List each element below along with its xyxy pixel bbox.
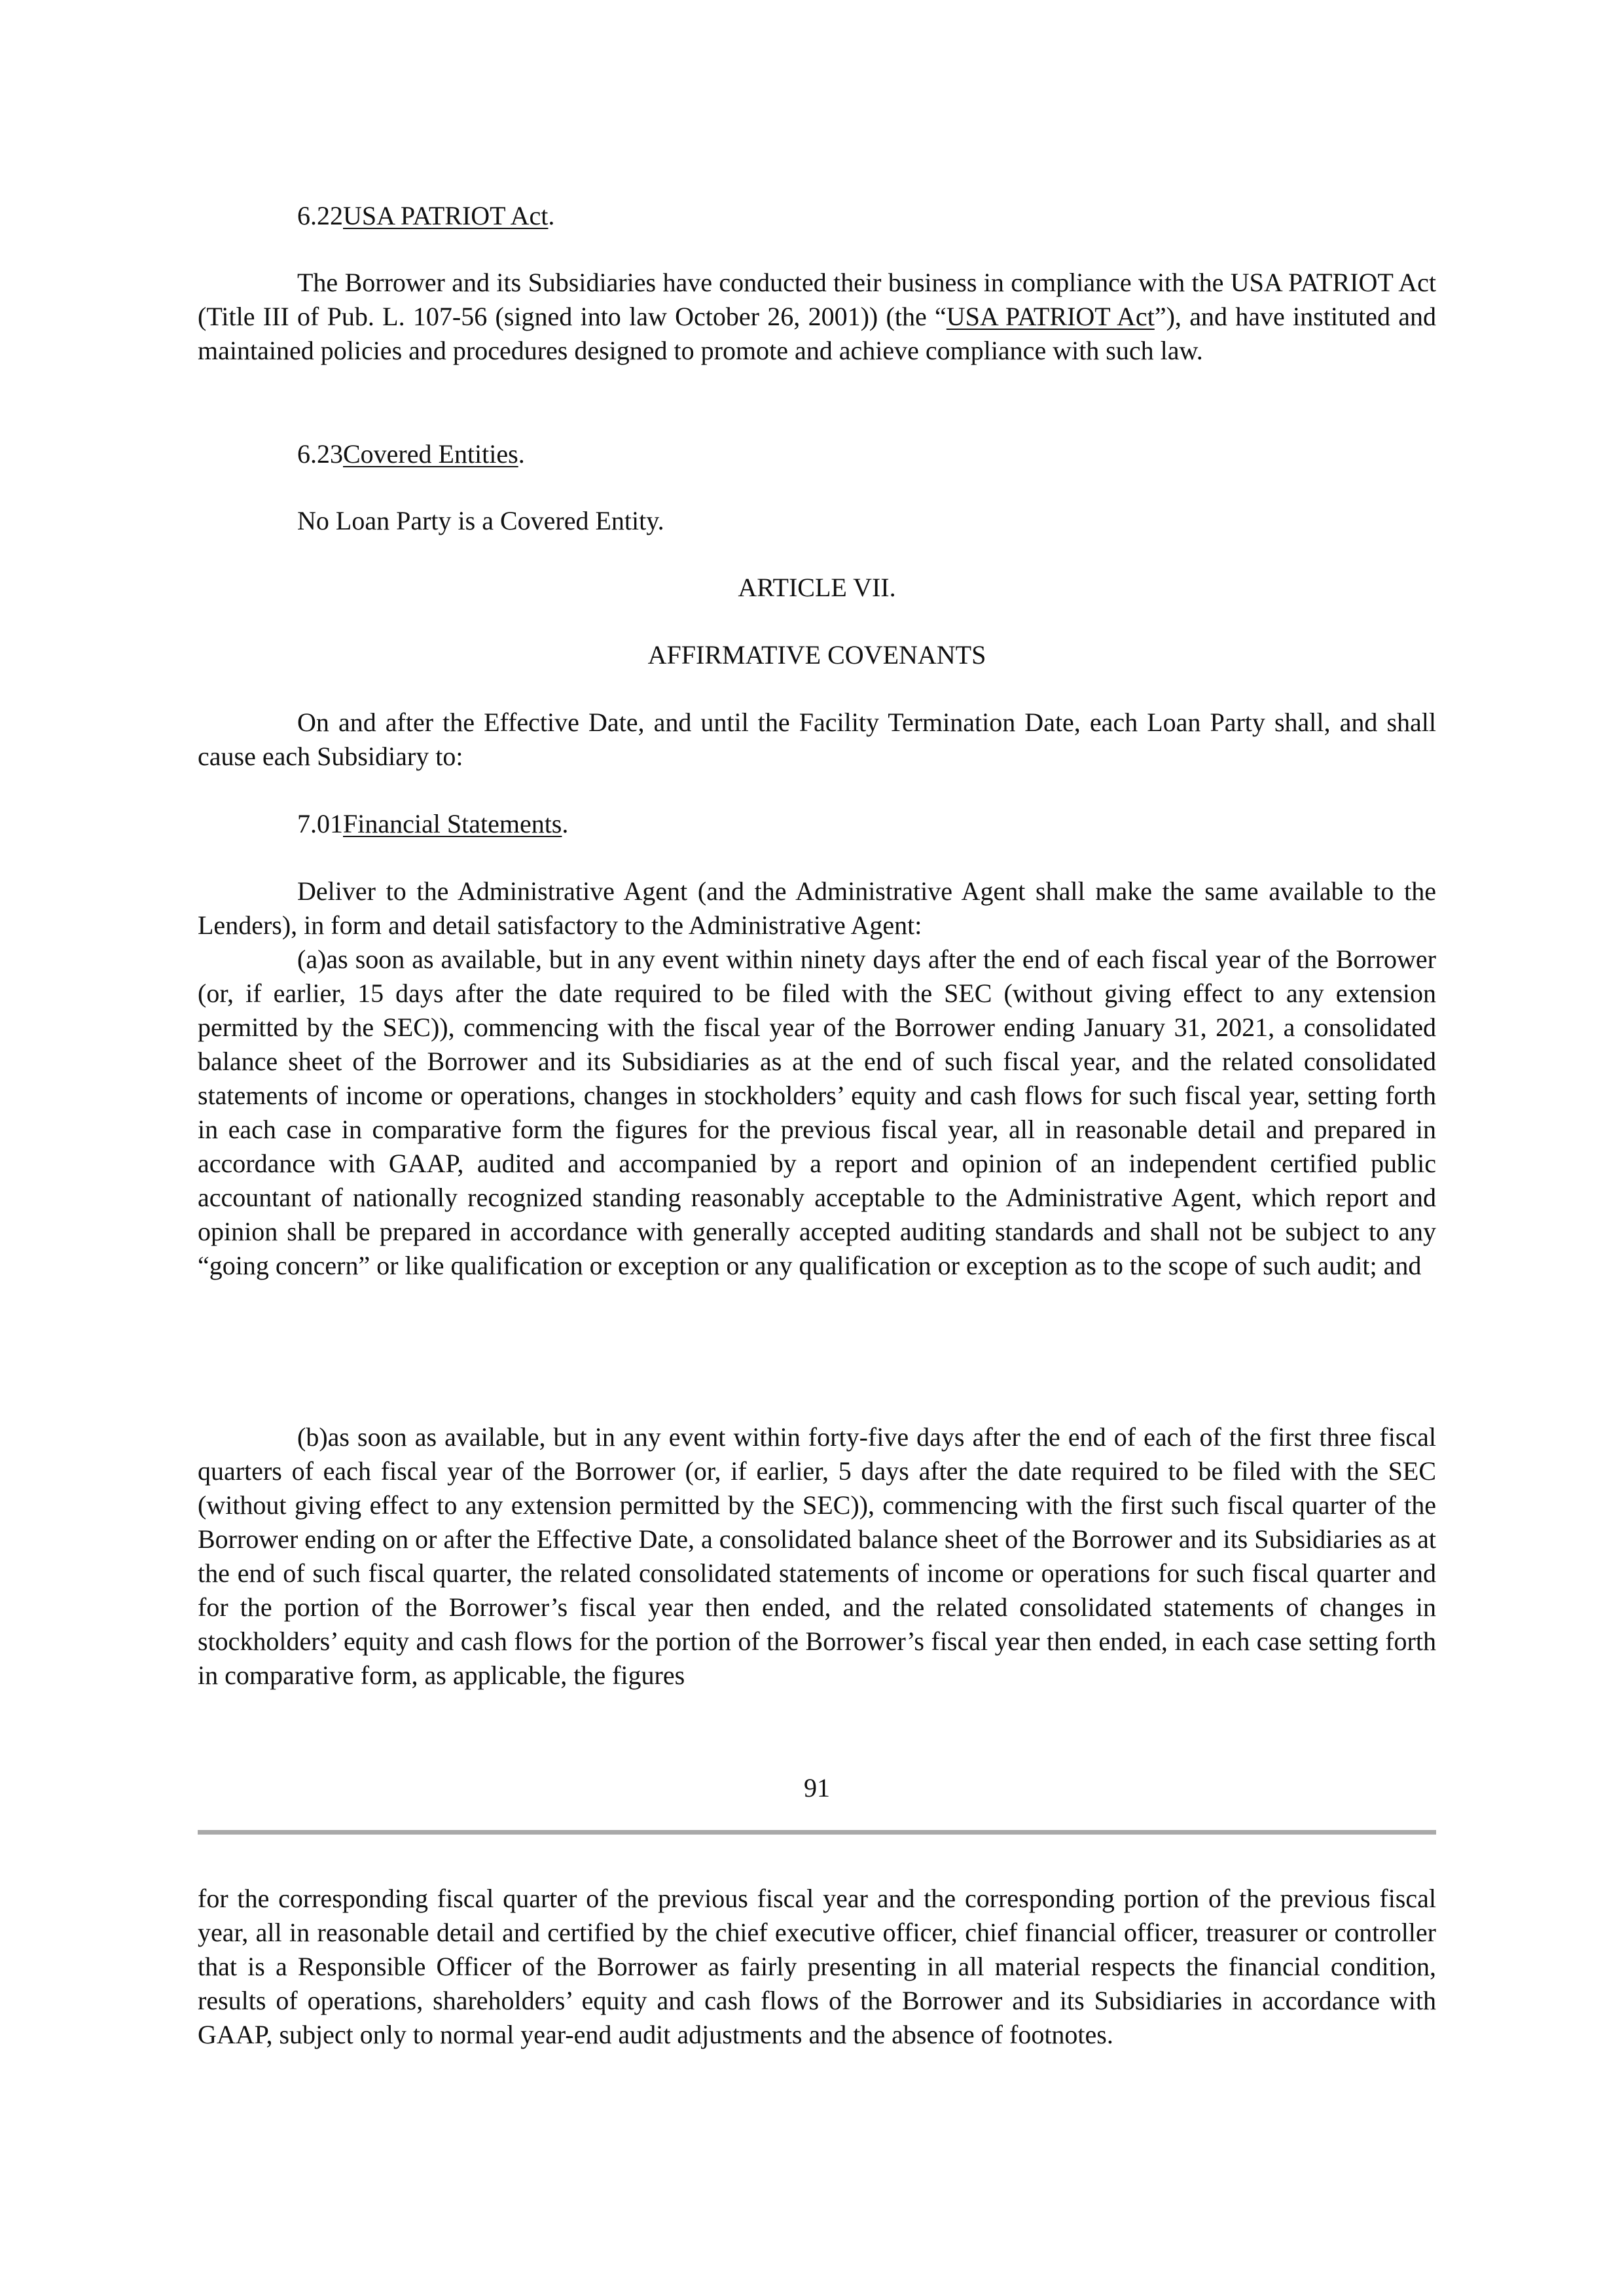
section-heading-7-01: 7.01Financial Statements. (297, 809, 569, 838)
list-item-a: (a)as soon as available, but in any event within ninety days after the end of each fiscal year of the Borrower (or, if earlier, 15 days after the date required to be filed with the SEC (without giving effect to any extension permitted by the SEC)), commencing with the fiscal year of the Borrower ending January 31, 2021, a consolidated balance sheet of the Borrower and its Subsidiaries as at the end of such fiscal year, and the related consolidated statements of income or operations, changes in stockholders’ equity and cash flows for such fiscal year, setting forth in each case in comparative form the figures for the previous fiscal year, all in reasonable detail and prepared in accordance with GAAP, audited and accompanied by a report and opinion of an independent certified public accountant of nationally recognized standing reasonably acceptable to the Administrative Agent, which report and opinion shall be prepared in accordance with generally accepted auditing standards and shall not be subject to any “going concern” or like qualification or exception or any qualification or exception as to the scope of such audit; and (198, 944, 1436, 1280)
paragraph-deliver: Deliver to the Administrative Agent (and the Administrative Agent shall make the same available to the Lenders), in form and detail satisfactory to the Administrative Agent: (198, 876, 1436, 940)
section-title: Financial Statements (343, 809, 562, 838)
section-heading-6-22: 6.22USA PATRIOT Act. (297, 201, 555, 230)
list-item-b: (b)as soon as available, but in any event within forty-five days after the end of each of the first three fiscal quarters of each fiscal year of the Borrower (or, if earlier, 5 days after the date required to be filed with the SEC (without giving effect to any extension permitted by the SEC)), commencing with the first such fiscal quarter of the Borrower ending on or after the Effective Date, a consolidated balance sheet of the Borrower and its Subsidiaries as at the end of such fiscal quarter, the related consolidated statements of income or operations for such fiscal quarter and for the portion of the Borrower’s fiscal year then ended, and the related consolidated statements of changes in stockholders’ equity and cash flows for the portion of the Borrower’s fiscal year then ended, in each case setting forth in comparative form, as applicable, the figures (198, 1422, 1436, 1690)
section-title: USA PATRIOT Act (343, 201, 549, 230)
paragraph-covered-entities: No Loan Party is a Covered Entity. (297, 506, 664, 535)
paragraph-continuation: for the corresponding fiscal quarter of the previous fiscal year and the corresponding portion of the previous fiscal year, all in reasonable detail and certified by the chief executive officer, chief financial officer, treasurer or controller that is a Responsible Officer of the Borrower as fairly presenting in all material respects the financial condition, results of operations, shareholders’ equity and cash flows of the Borrower and its Subsidiaries in accordance with GAAP, subject only to normal year-end audit adjustments and the absence of footnotes. (198, 1884, 1436, 2049)
defined-term: USA PATRIOT Act (946, 302, 1155, 331)
page-number: 91 (804, 1773, 830, 1803)
page-divider (198, 1830, 1436, 1835)
paragraph-usa-patriot: The Borrower and its Subsidiaries have conducted their business in compliance with the USA PATRIOT Act (Title III of Pub. L. 107-56 (signed into law October 26, 2001)) (the “USA PATRIOT Act”), and have instituted and maintained policies and procedures designed to promote and achieve compliance with such law. (198, 268, 1436, 365)
section-heading-6-23: 6.23Covered Entities. (297, 439, 525, 469)
article-title: AFFIRMATIVE COVENANTS (647, 640, 986, 670)
section-title: Covered Entities (343, 439, 518, 469)
article-number: ARTICLE VII. (738, 573, 896, 602)
paragraph-intro: On and after the Effective Date, and until the Facility Termination Date, each Loan Party shall, and shall cause each Subsidiary to: (198, 708, 1436, 771)
